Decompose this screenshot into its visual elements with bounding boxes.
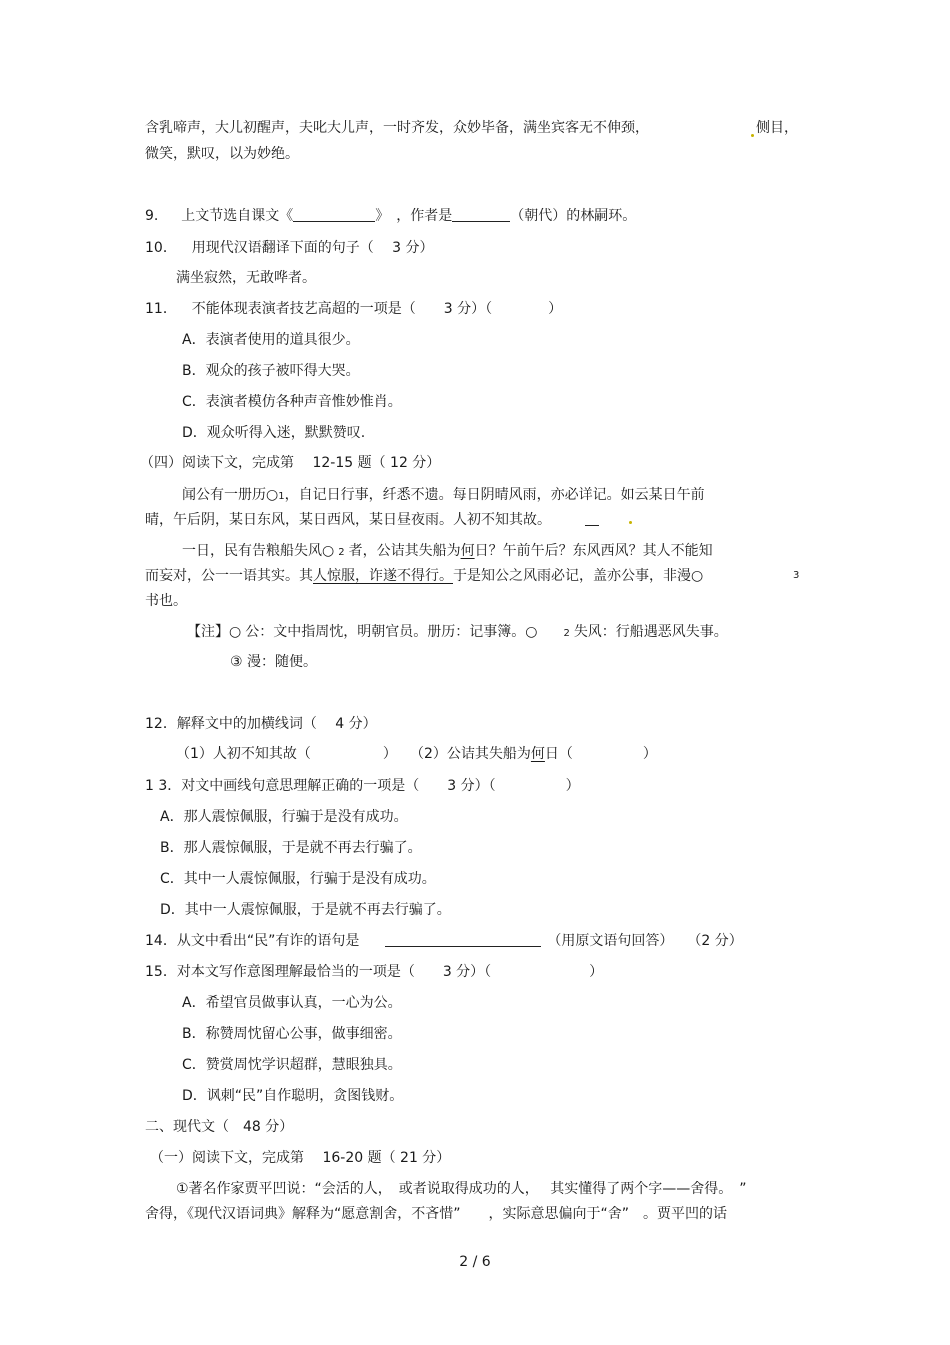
option-d[interactable]: D．其中一人震惊佩服，于是就不再去行骗了。 [160, 902, 451, 918]
answer-blank-2[interactable] [573, 746, 643, 760]
question-number: 9. [145, 208, 159, 224]
note-mark: 2 [563, 628, 570, 639]
question-9 [145, 206, 636, 226]
note-circle-icon: ○ [322, 543, 335, 559]
note-circle-icon: ○ [266, 487, 279, 503]
text: 一日，民有告粮船失风 [182, 543, 322, 559]
question-12 [145, 714, 377, 734]
note-mark: 1 [278, 491, 285, 502]
question-10 [145, 238, 434, 258]
text: 者，公诘其失船为 [348, 543, 461, 559]
ink-dot [629, 521, 632, 524]
note-circle-icon: ○ [525, 624, 538, 640]
question-text: 对本文写作意图理解最恰当的一项是（ 3 分）（ ） [176, 964, 604, 980]
text: 含乳啼声，大儿初醒声，夫叱大儿声，一时齐发，众妙毕备，满坐宾客无不伸颈， [145, 120, 649, 136]
option-b[interactable]: B．那人震惊佩服，于是就不再去行骗了。 [160, 840, 422, 856]
question-13 [145, 776, 580, 796]
option-c[interactable]: C．其中一人震惊佩服，行骗于是没有成功。 [160, 871, 436, 887]
passage-tail-line1 [145, 118, 649, 138]
underlined-sentence: 人惊服，诈遂不得行。 [313, 568, 453, 584]
text: 失风：行船遇恶风失事。 [573, 624, 728, 640]
text: ） [642, 746, 657, 762]
question-text-a: 上文节选自课文《 [181, 208, 294, 224]
question-text: 从文中看出“民”有诈的语句是 [176, 933, 360, 949]
section-4-title: （四）阅读下文，完成第 12-15 题（ 12 分） [140, 455, 441, 471]
option-b[interactable]: B．观众的孩子被吓得大哭。 [182, 363, 360, 379]
underlined-word: 何 [530, 746, 545, 762]
page-number: 2 / 6 [459, 1254, 491, 1270]
option-d[interactable]: D．观众听得入迷，默默赞叹. [182, 425, 366, 441]
text: ） [382, 746, 397, 762]
note-mark-3: 3 [793, 570, 800, 581]
question-number: 12． [145, 716, 177, 732]
question-14 [145, 931, 743, 951]
question-text: 对文中画线句意思理解正确的一项是（ 3 分）（ ） [181, 778, 580, 794]
passage2-p1-line2 [145, 510, 599, 530]
option-c[interactable]: C．表演者模仿各种声音惟妙惟肖。 [182, 394, 402, 410]
option-b[interactable]: B．称赞周忱留心公事，做事细密。 [182, 1026, 402, 1042]
text: （1）人初不知其故（ [176, 746, 311, 762]
question-number: 10． [145, 240, 177, 256]
text: 日？午前午后？东风西风？其人不能知 [474, 543, 713, 559]
essay-line1: ①著名作家贾平凹说：“会活的人， 或者说取得成功的人， 其实懂得了两个字——舍得。 ” [176, 1181, 747, 1197]
question-number: 1 3． [145, 778, 182, 794]
text: 公：文中指周忱，明朝官员。册历：记事簿。 [245, 624, 526, 640]
section-1-title: （一）阅读下文，完成第 16-20 题（ 21 分） [150, 1150, 451, 1166]
part-2-title: 二、现代文（ 48 分） [145, 1119, 294, 1135]
question-text-c: （朝代）的林嗣环。 [510, 208, 637, 224]
question-15 [145, 962, 603, 982]
passage2-p2 [182, 541, 713, 561]
question-text: 不能体现表演者技艺高超的一项是（ 3 分）（ ） [191, 301, 563, 317]
note-label: 【注】 [187, 624, 229, 640]
question-10-sentence: 满坐寂然，无敢哗者。 [176, 270, 316, 286]
answer-blank-dynasty[interactable] [452, 207, 510, 222]
underlined-word: 何 [460, 543, 475, 559]
note-circle-icon: ○ [229, 624, 242, 640]
option-c[interactable]: C．赞赏周忱学识超群，慧眼独具。 [182, 1057, 402, 1073]
text: 而妄对，公一一语其实。其 [145, 568, 313, 584]
question-text-after: （用原文语句回答） （2 分） [547, 933, 743, 949]
question-number: 11． [145, 301, 177, 317]
question-text: 解释文中的加横线词（ 4 分） [176, 716, 377, 732]
passage2-note2: ③ 漫：随便。 [230, 654, 318, 670]
answer-blank-1[interactable] [311, 746, 383, 760]
question-number: 15． [145, 964, 177, 980]
text: ，自记日行事，纤悉不遗。每日阴晴风雨，亦必详记。如云某日午前 [284, 487, 705, 503]
option-a[interactable]: A．表演者使用的道具很少。 [182, 332, 360, 348]
underline-mark [585, 511, 599, 526]
passage2-p4: 书也。 [145, 593, 187, 609]
text: 闻公有一册历 [182, 487, 266, 503]
passage-tail-line1-end: 侧目， [756, 120, 798, 136]
passage-tail-line2: 微笑，默叹，以为妙绝。 [145, 146, 299, 162]
question-12-sub2 [410, 744, 657, 764]
option-a[interactable]: A．希望官员做事认真，一心为公。 [182, 995, 402, 1011]
question-text-b: 》 ，作者是 [375, 208, 453, 224]
text: 晴，午后阴，某日东风，某日西风，某日昼夜雨。人初不知其故。 [145, 512, 551, 528]
text: 于是知公之风雨必记，盖亦公事，非漫 [453, 568, 691, 584]
question-12-sub1 [176, 744, 397, 764]
question-number: 14． [145, 933, 177, 949]
option-d[interactable]: D．讽刺“民”自作聪明，贪图钱财。 [182, 1088, 404, 1104]
text: （2）公诘其失船为 [410, 746, 531, 762]
note-circle-icon: ○ [691, 568, 704, 584]
question-text: 用现代汉语翻译下面的句子（ 3 分） [191, 240, 434, 256]
answer-blank-title[interactable] [293, 207, 375, 222]
question-11 [145, 299, 562, 319]
note-mark: 2 [338, 547, 345, 558]
essay-line2: 舍得，《现代汉语词典》解释为“愿意割舍，不吝惜” ，实际意思偏向于“舍” 。贾平凹的话 [145, 1206, 728, 1222]
passage2-p3 [145, 566, 703, 586]
passage2-note [187, 622, 728, 642]
text: 日（ [544, 746, 573, 762]
passage2-p1 [182, 485, 705, 505]
ink-dot [751, 134, 754, 137]
answer-blank[interactable] [385, 932, 541, 947]
option-a[interactable]: A．那人震惊佩服，行骗于是没有成功。 [160, 809, 408, 825]
